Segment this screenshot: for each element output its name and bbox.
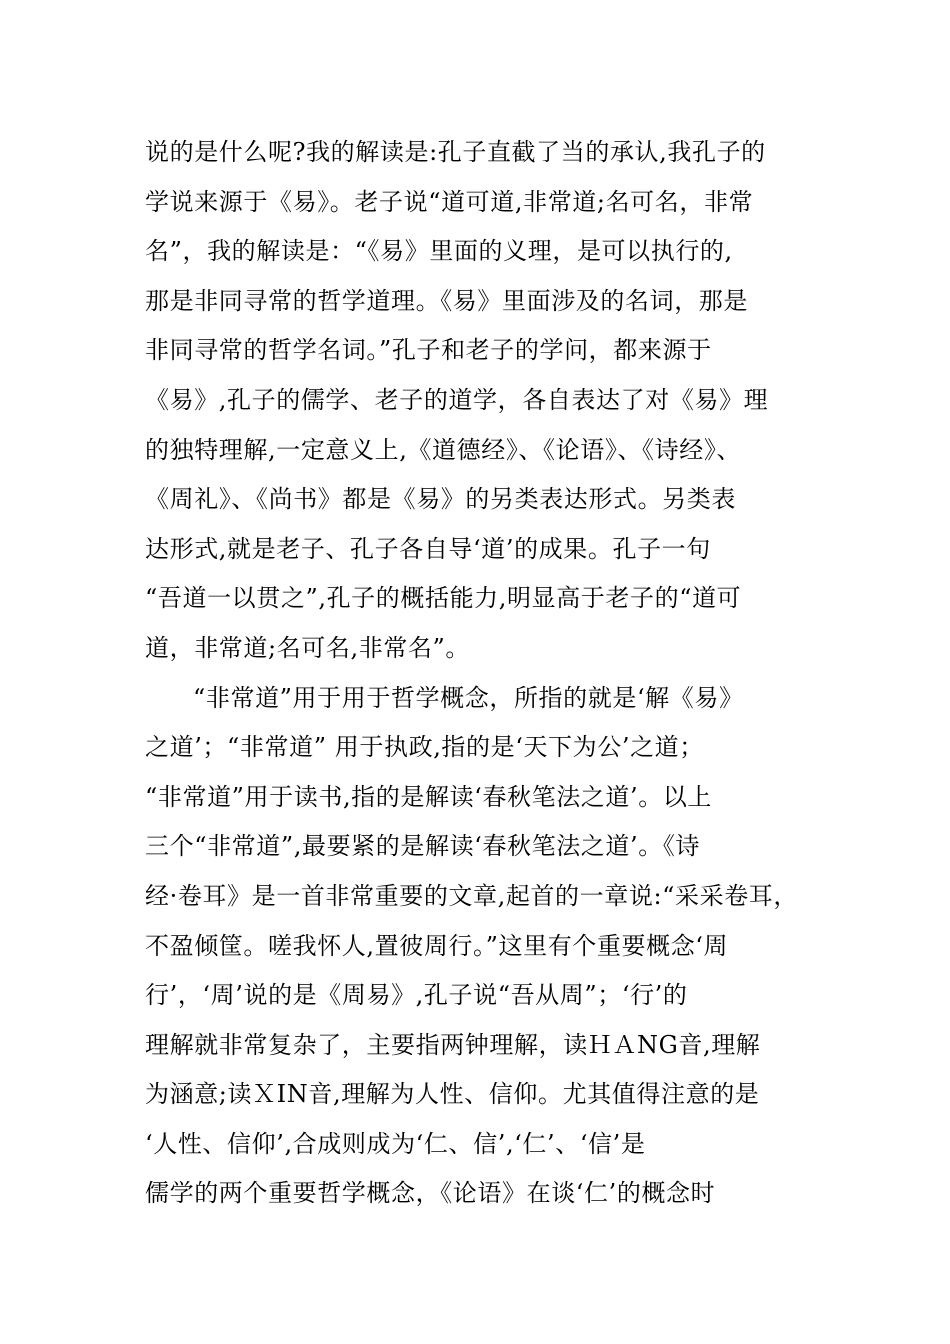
text-line: 为涵意;读ＸIN音,理解为人性、信仰。尤其值得注意的是 (145, 1080, 760, 1109)
text-line: 那是非同寻常的哲学道理。《易》里面涉及的名词，那是 (145, 286, 748, 315)
text-line: 学说来源于《易》。老子说“道可道,非常道;名可名，非常 (145, 187, 754, 216)
paragraph-start-line: “非常道”用于用于哲学概念，所指的就是‘解《易》 (193, 683, 744, 712)
text-line: 理解就非常复杂了，主要指两钟理解，读ＨＡNG音,理解 (145, 1030, 761, 1059)
text-line: 行’，‘周’说的是《周易》,孔子说“吾从周”；‘行’的 (145, 981, 688, 1010)
text-line: 经·卷耳》是一首非常重要的文章,起首的一章说:“采采卷耳， (145, 881, 799, 910)
text-line: 之道’；“非常道” 用于执政,指的是‘天下为公’之道； (145, 733, 704, 762)
text-line: 名”，我的解读是：“《易》里面的义理，是可以执行的, (145, 237, 733, 266)
body-text (145, 128, 825, 1219)
text-line: 儒学的两个重要哲学概念，《论语》在谈‘仁’的概念时 (145, 1179, 716, 1208)
text-line: 道，非常道;名可名,非常名”。 (145, 633, 470, 662)
text-line: 达形式,就是老子、孔子各自导‘道’的成果。孔子一句 (145, 534, 711, 563)
text-line: 的独特理解,一定意义上,《道德经》、《论语》、《诗经》、 (145, 435, 742, 464)
text-line: ‘人性、信仰’,合成则成为‘仁、信’,‘仁’、‘信’是 (145, 1129, 646, 1158)
text-line: 三个“非常道”,最要紧的是解读‘春秋笔法之道’。《诗 (145, 832, 701, 861)
text-line: 非同寻常的哲学名词。”孔子和老子的学问，都来源于 (145, 336, 712, 365)
text-line: 不盈倾筐。嗟我怀人,置彼周行。”这里有个重要概念‘周 (145, 931, 729, 960)
text-line: “非常道”用于读书,指的是解读‘春秋笔法之道’。以上 (145, 782, 713, 811)
text-line: 说的是什么呢?我的解读是:孔子直截了当的承认,我孔子的 (145, 138, 766, 166)
text-line: 《易》,孔子的儒学、老子的道学，各自表达了对《易》理 (145, 385, 769, 414)
text-line: 《周礼》、《尚书》都是《易》的另类表达形式。另类表 (145, 485, 736, 514)
text-line: “吾道一以贯之”,孔子的概括能力,明显高于老子的“道可 (145, 584, 742, 613)
